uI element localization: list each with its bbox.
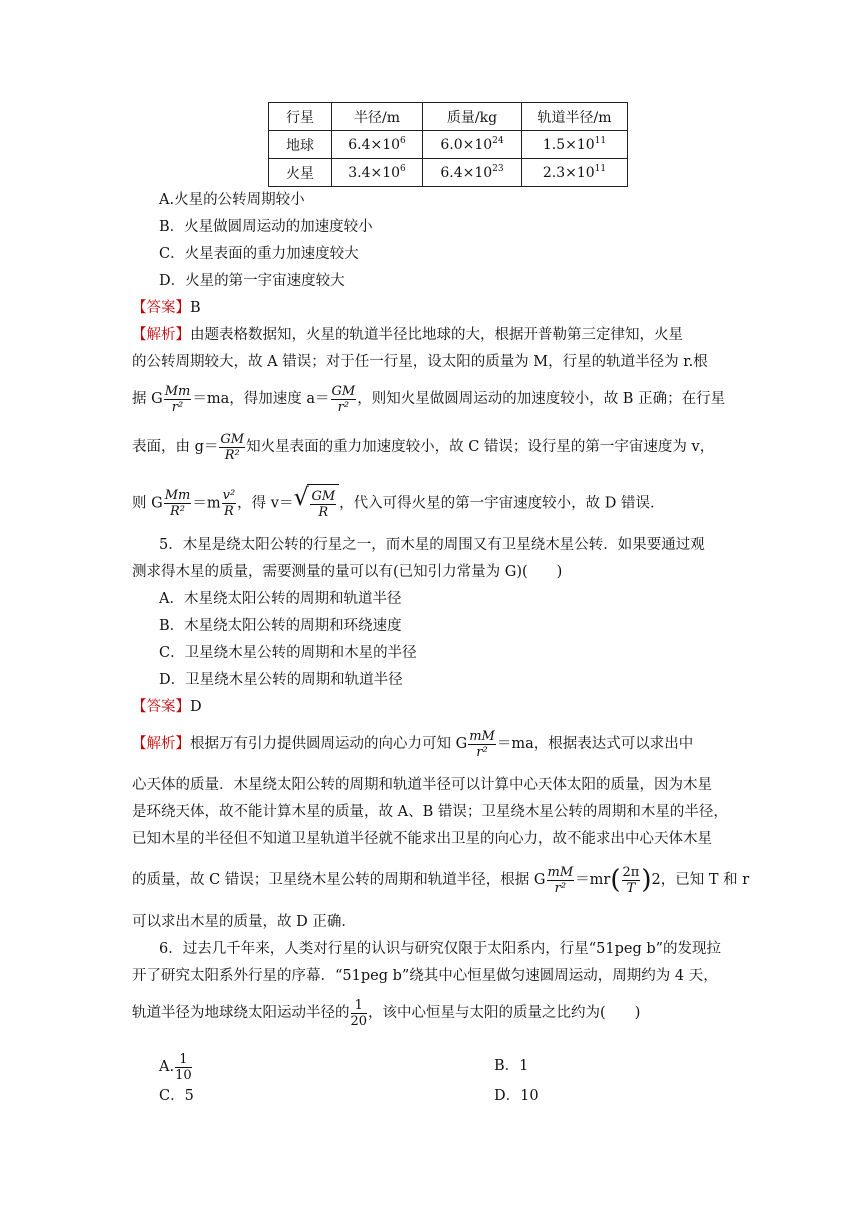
table-header-cell: 行星 [269, 103, 332, 131]
q5-analysis-formula-line: 的质量，故 C 错误；卫星绕木星公转的周期和轨道半径，根据 G $\frac{mM}{\text{r²}}$ ＝mr( $\frac{2\pi}{T}$ )2，已知 T 和 r [132, 864, 750, 896]
table-cell: 火星 [269, 159, 332, 187]
q6-option-d: D．10 [494, 1088, 539, 1104]
q5-option-d: D．卫星绕木星公转的周期和轨道半径 [159, 672, 403, 688]
answer-label: 【答案】 [132, 300, 190, 316]
table-header-cell: 质量/kg [423, 103, 522, 131]
table-cell: $6.0\times 10^{24}$ [423, 131, 522, 159]
table-cell: 地球 [269, 131, 332, 159]
q4-answer: 【答案】B [132, 300, 201, 316]
q5-option-b: B．木星绕太阳公转的周期和环绕速度 [159, 618, 402, 634]
table-row [269, 159, 628, 187]
analysis-label: 【解析】 [132, 736, 190, 752]
q5-analysis-formula-line: 【解析】根据万有引力提供圆周运动的向心力可知 G $\frac{mM}{\text{r²}}$ ＝ma，根据表达式可以求出中 [132, 728, 694, 760]
q4-option-d: D．火星的第一宇宙速度较大 [159, 273, 345, 289]
fraction: $\frac{mM}{\text{r²}}$ [469, 728, 495, 760]
answer-label: 【答案】 [132, 699, 190, 715]
table-header-cell: 轨道半径/m [522, 103, 628, 131]
q5-analysis-line: 可以求出木星的质量，故 D 正确． [132, 914, 356, 930]
q4-option-c: C．火星表面的重力加速度较大 [159, 246, 359, 262]
q6-option-a: A. $\frac{1}{10}$ [159, 1051, 192, 1083]
analysis-label: 【解析】 [132, 327, 190, 343]
fraction: $\frac{Mm}{\text{r²}}$ [164, 383, 191, 415]
q5-option-a: A．木星绕太阳公转的周期和轨道半径 [159, 591, 402, 607]
fraction: $\frac{\text{v²}}{R}$ [222, 488, 236, 519]
fraction: $\frac{2\pi}{T}$ [622, 864, 640, 896]
table-cell: $1.5\times 10^{11}$ [522, 131, 628, 159]
q4-analysis-line: 【解析】由题表格数据知，火星的轨道半径比地球的大，根据开普勒第三定律知，火星 [132, 327, 683, 343]
fraction: $\frac{mM}{\text{r²}}$ [547, 864, 574, 896]
table-cell: $6.4\times 10^6$ [332, 131, 423, 159]
fraction: $\frac{1}{10}$ [175, 1051, 192, 1083]
q5-analysis-line: 是环绕天体，故不能计算木星的质量，故 A、B 错误；卫星绕木星公转的周期和木星的半径， [132, 804, 728, 820]
planet-data-table [268, 102, 628, 187]
q5-stem-line: 测求得木星的质量，需要测量的量可以有(已知引力常量为 G)( ) [132, 564, 563, 580]
q5-answer: 【答案】D [132, 699, 202, 715]
fraction: $\frac{GM}{\text{R²}}$ [220, 431, 245, 463]
q5-option-c: C．卫星绕木星公转的周期和木星的半径 [159, 645, 417, 661]
q4-analysis-formula-line: 据 G $\frac{Mm}{\text{r²}}$ ＝ma，得加速度 a＝ $\frac{GM}{\text{r²}}$ ，则知火星做圆周运动的加速度较小，故 B 正确；在行星 [132, 383, 726, 415]
table-cell: $2.3\times 10^{11}$ [522, 159, 628, 187]
q4-analysis-formula-line: 表面，由 g＝ $\frac{GM}{\text{R²}}$ 知火星表面的重力加速度较小，故 C 错误；设行星的第一宇宙速度为 v， [132, 431, 715, 463]
fraction: $\frac{Mm}{\text{R²}}$ [164, 488, 191, 519]
table-header-row [269, 103, 628, 131]
fraction: $\frac{GM}{\text{r²}}$ [331, 383, 356, 415]
q5-analysis-line: 心天体的质量．木星绕太阳公转的周期和轨道半径可以计算中心天体太阳的质量，因为木星 [132, 777, 712, 793]
q4-option-b: B．火星做圆周运动的加速度较小 [159, 219, 373, 235]
q6-option-b: B．1 [494, 1058, 529, 1074]
table-row [269, 131, 628, 159]
q4-option-a: A.火星的公转周期较小 [159, 192, 305, 208]
square-root: √ $\frac{GM}{R}$ [293, 484, 339, 523]
q5-stem-line: 5．木星是绕太阳公转的行星之一，而木星的周围又有卫星绕木星公转．如果要通过观 [159, 537, 705, 553]
table-header-cell: 半径/m [332, 103, 423, 131]
q4-analysis-line: 的公转周期较大，故 A 错误；对于任一行星，设太阳的质量为 M，行星的轨道半径为 r.根 [132, 354, 708, 370]
table-cell: $6.4\times 10^{23}$ [423, 159, 522, 187]
fraction: $\frac{1}{20}$ [350, 997, 368, 1029]
q6-stem-line: 6．过去几千年来，人类对行星的认识与研究仅限于太阳系内，行星“51peg b”的发现拉 [159, 941, 722, 957]
table-cell: $3.4\times 10^6$ [332, 159, 423, 187]
q5-analysis-line: 已知木星的半径但不知道卫星轨道半径就不能求出卫星的向心力，故不能求出中心天体木星 [132, 831, 712, 847]
q6-option-c: C．5 [159, 1088, 194, 1104]
q6-stem-line: 开了研究太阳系外行星的序幕．“51peg b”绕其中心恒星做匀速圆周运动，周期约为 4 天， [132, 968, 718, 984]
q4-analysis-formula-line: 则 G $\frac{Mm}{\text{R²}}$ ＝m $\frac{\text{v²}}{R}$ ，得 v＝ √ $\frac{GM}{R}$ ，代入可得火星的第一宇宙速度较小，故 D 错误． [132, 484, 665, 523]
q6-stem-formula-line: 轨道半径为地球绕太阳运动半径的 $\frac{1}{20}$ ，该中心恒星与太阳的质量之比约为( ) [132, 997, 641, 1029]
